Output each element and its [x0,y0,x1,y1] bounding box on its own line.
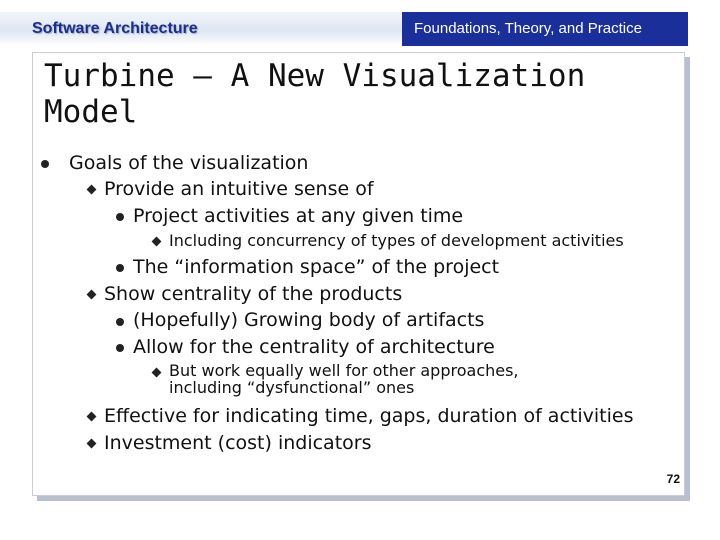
bullet-other-approaches [169,362,519,396]
bullet-other-approaches-line-1: But work equally well for other approaches, [169,361,519,380]
bullet-project-activities: Project activities at any given time [133,205,464,227]
bullet-goals: Goals of the visualization [69,152,309,174]
bullet-dot-icon [41,160,49,168]
bullet-growing-body: (Hopefully) Growing body of artifacts [133,309,485,331]
book-title: Foundations, Theory, and Practice [414,20,642,37]
bullet-effective: Effective for indicating time, gaps, duration of activities [104,405,634,427]
slide-title-line-2: Model [44,94,138,130]
bullet-dot-icon [116,344,124,352]
bullet-dot-icon [116,213,124,221]
course-title: Software Architecture [32,20,198,37]
bullet-other-approaches-line-2: including “dysfunctional” ones [169,378,415,397]
bullet-dot-icon [116,264,124,272]
bullet-centrality-arch: Allow for the centrality of architecture [133,336,495,358]
bullet-centrality-products: Show centrality of the products [104,283,403,305]
slide-title [44,58,664,130]
bullet-concurrency: Including concurrency of types of development activities [169,231,624,250]
slide-title-line-1: Turbine – A New Visualization [44,58,586,94]
bullet-intuitive: Provide an intuitive sense of [104,178,374,200]
page-number: 72 [666,472,680,486]
bullet-dot-icon [116,318,124,326]
bullet-investment: Investment (cost) indicators [104,432,372,454]
bullet-info-space: The “information space” of the project [133,256,500,278]
